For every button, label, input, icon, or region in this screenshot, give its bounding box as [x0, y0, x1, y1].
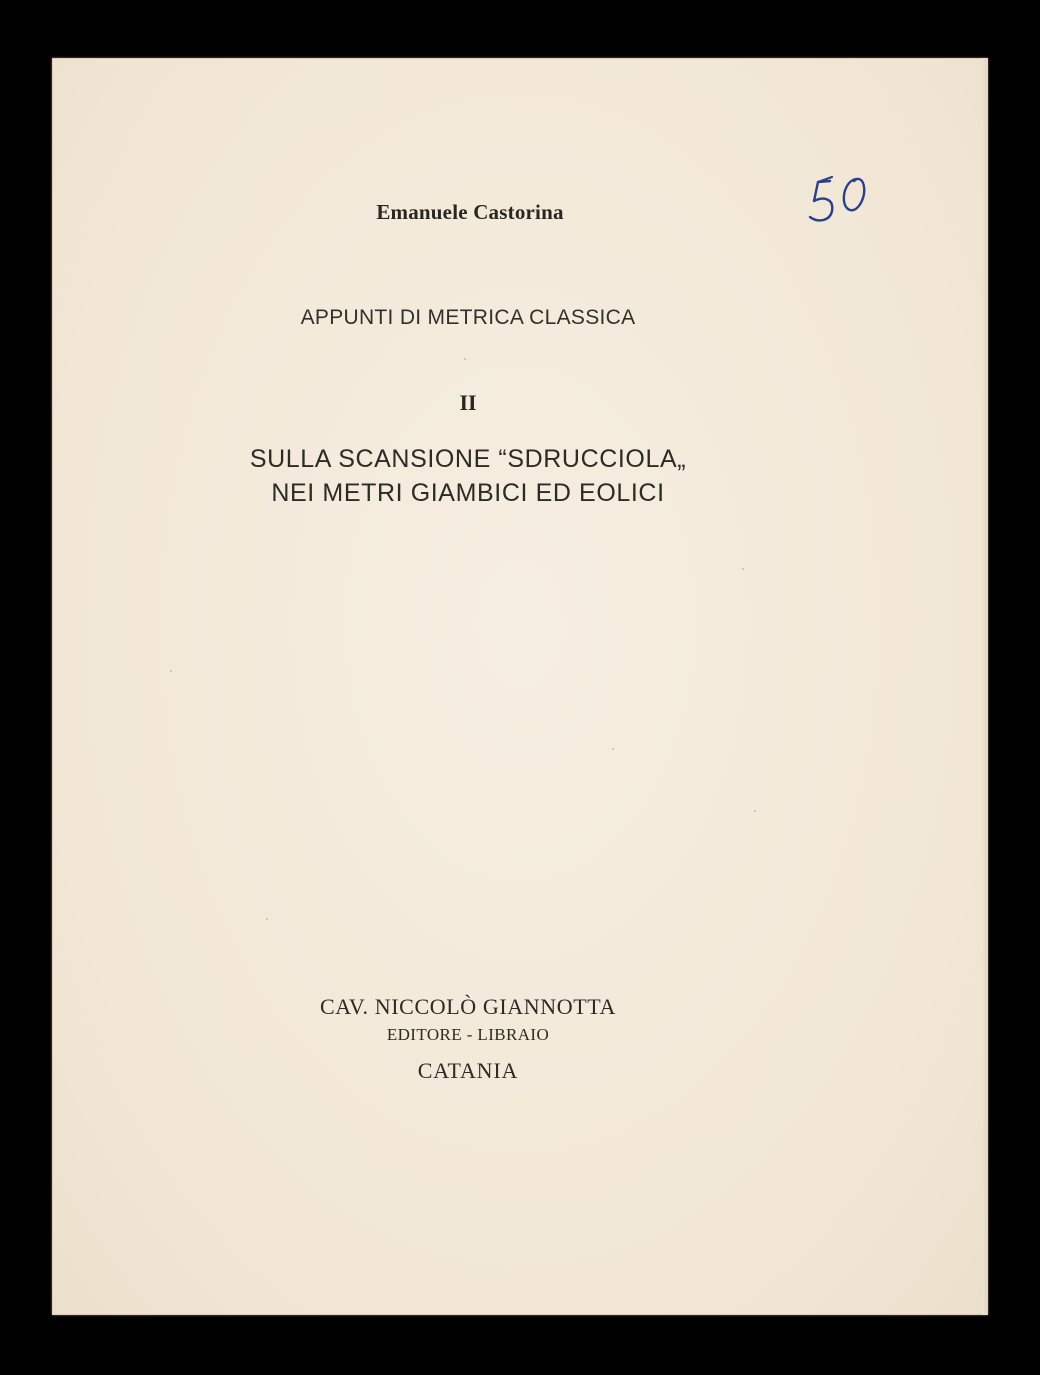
- paper-speck: [464, 358, 466, 360]
- paper-speck: [170, 670, 172, 672]
- book-title-line-2: NEI METRI GIAMBICI ED EOLICI: [271, 479, 665, 507]
- series-title: APPUNTI DI METRICA CLASSICA: [300, 306, 636, 329]
- publisher-city: CATANIA: [417, 1058, 519, 1083]
- paper-speck: [742, 568, 744, 570]
- handwritten-number-50: [806, 163, 886, 233]
- book-title-line-1: SULLA SCANSIONE “SDRUCCIOLA„: [249, 445, 687, 473]
- publisher-imprint: EDITORE - LIBRAIO: [386, 1025, 550, 1044]
- paper-speck: [754, 810, 756, 812]
- page-edge: [982, 58, 988, 1315]
- paper-speck: [612, 748, 614, 750]
- author-name: Emanuele Castorina: [376, 200, 564, 224]
- book-title: [0, 442, 936, 510]
- book-cover: [52, 58, 988, 1315]
- volume-number: II: [459, 390, 477, 415]
- publisher-name: CAV. NICCOLÒ GIANNOTTA: [319, 994, 617, 1019]
- paper-speck: [266, 918, 268, 920]
